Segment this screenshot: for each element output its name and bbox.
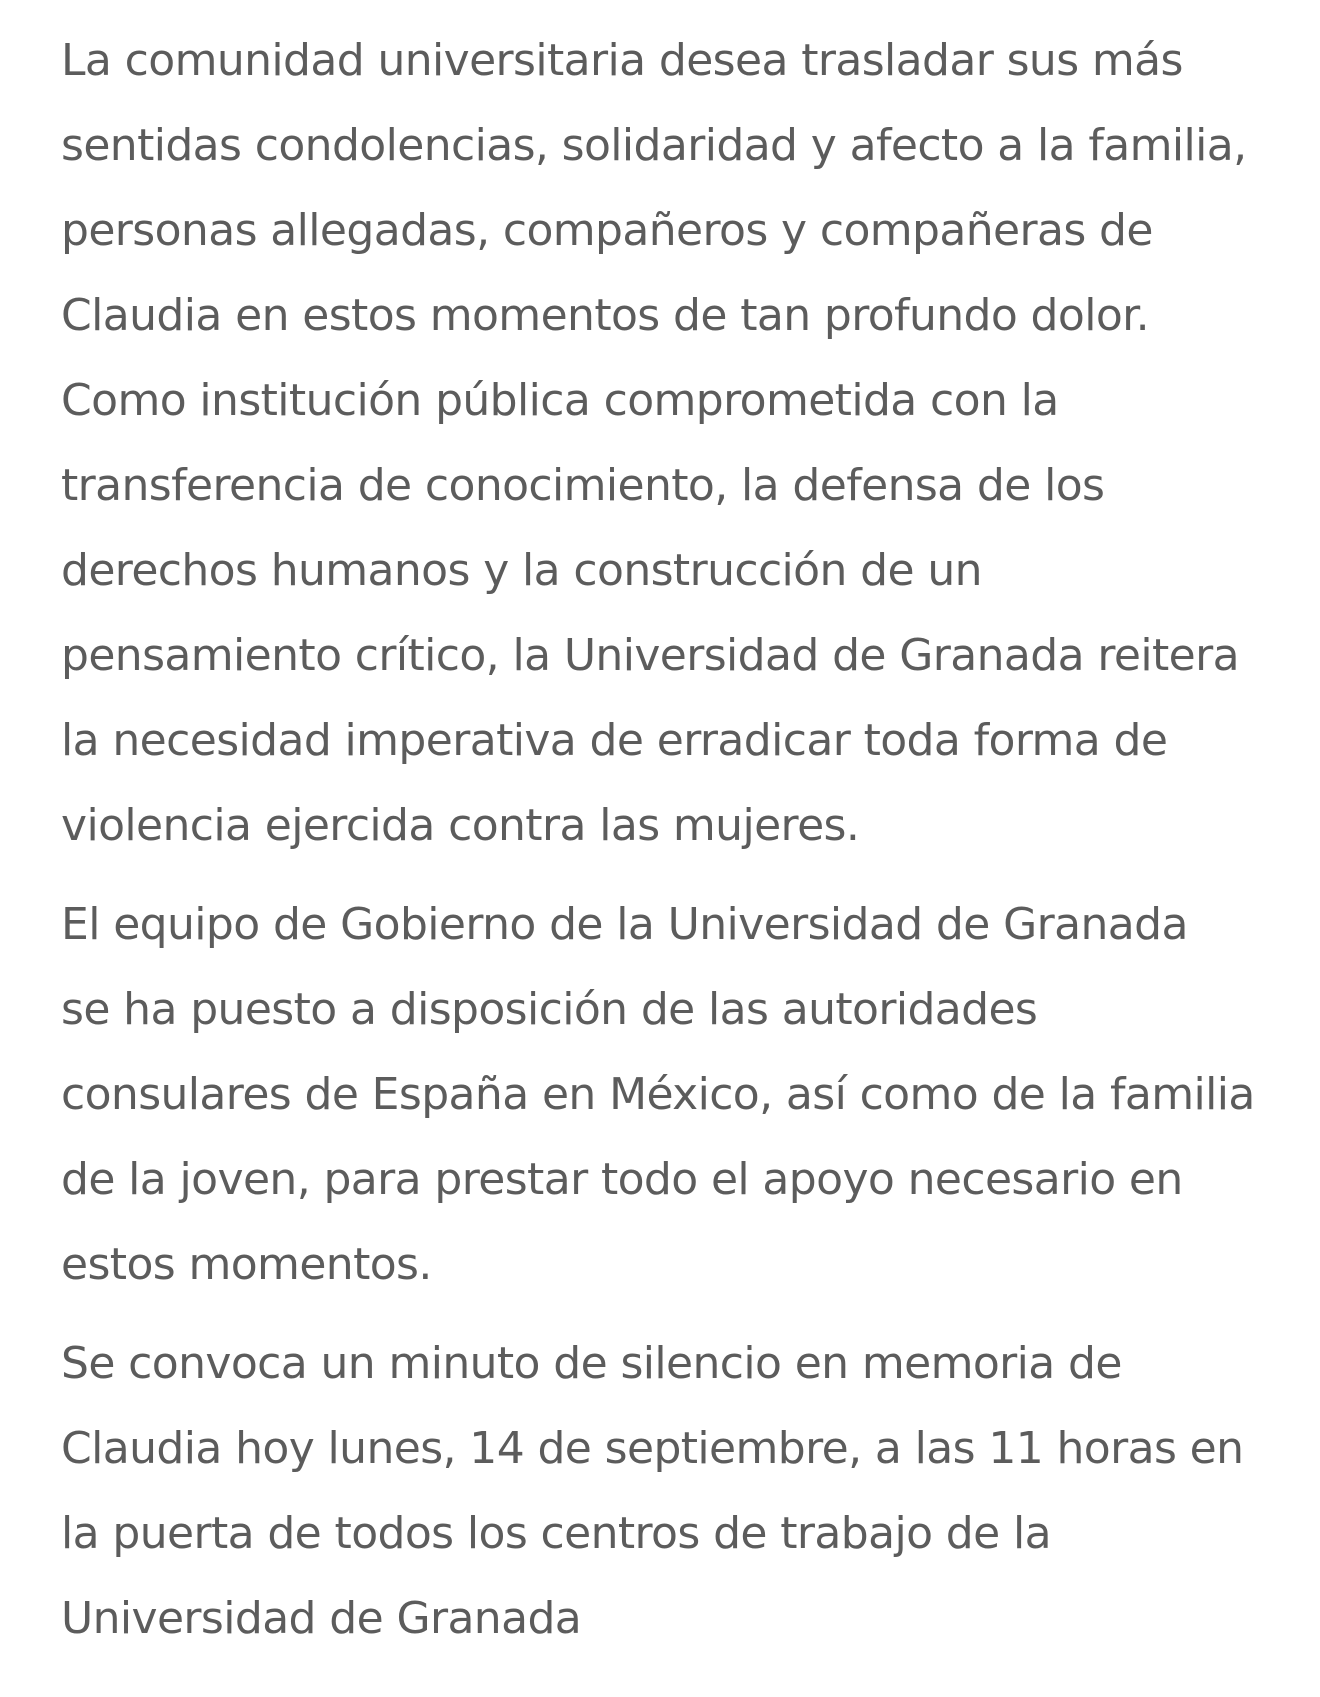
paragraph-line: Claudia en estos momentos de tan profundo dolor. [61,290,1149,341]
article-body [61,18,1301,1661]
paragraph-line: sentidas condolencias, solidaridad y afecto a la familia, [61,120,1247,171]
paragraph-government-team [61,882,1301,1307]
paragraph-line: personas allegadas, compañeros y compañeras de [61,205,1153,256]
paragraph-line: Se convoca un minuto de silencio en memoria de [61,1338,1122,1389]
paragraph-line: Como institución pública comprometida con la [61,375,1059,426]
paragraph-minute-of-silence [61,1321,1301,1661]
paragraph-line: se ha puesto a disposición de las autoridades [61,984,1038,1035]
paragraph-line: Claudia hoy lunes, 14 de septiembre, a las 11 horas en [61,1423,1244,1474]
paragraph-line: Universidad de Granada [61,1593,582,1644]
paragraph-line: El equipo de Gobierno de la Universidad de Granada [61,899,1188,950]
paragraph-line: consulares de España en México, así como de la familia [61,1069,1255,1120]
paragraph-condolences [61,18,1301,868]
paragraph-line: transferencia de conocimiento, la defensa de los [61,460,1105,511]
paragraph-line: La comunidad universitaria desea trasladar sus más [61,35,1183,86]
paragraph-line: derechos humanos y la construcción de un [61,545,982,596]
paragraph-line: la puerta de todos los centros de trabajo de la [61,1508,1051,1559]
paragraph-line: de la joven, para prestar todo el apoyo necesario en [61,1154,1183,1205]
paragraph-line: estos momentos. [61,1239,432,1290]
paragraph-line: pensamiento crítico, la Universidad de Granada reitera [61,630,1239,681]
paragraph-line: la necesidad imperativa de erradicar toda forma de [61,715,1168,766]
paragraph-line: violencia ejercida contra las mujeres. [61,800,860,851]
